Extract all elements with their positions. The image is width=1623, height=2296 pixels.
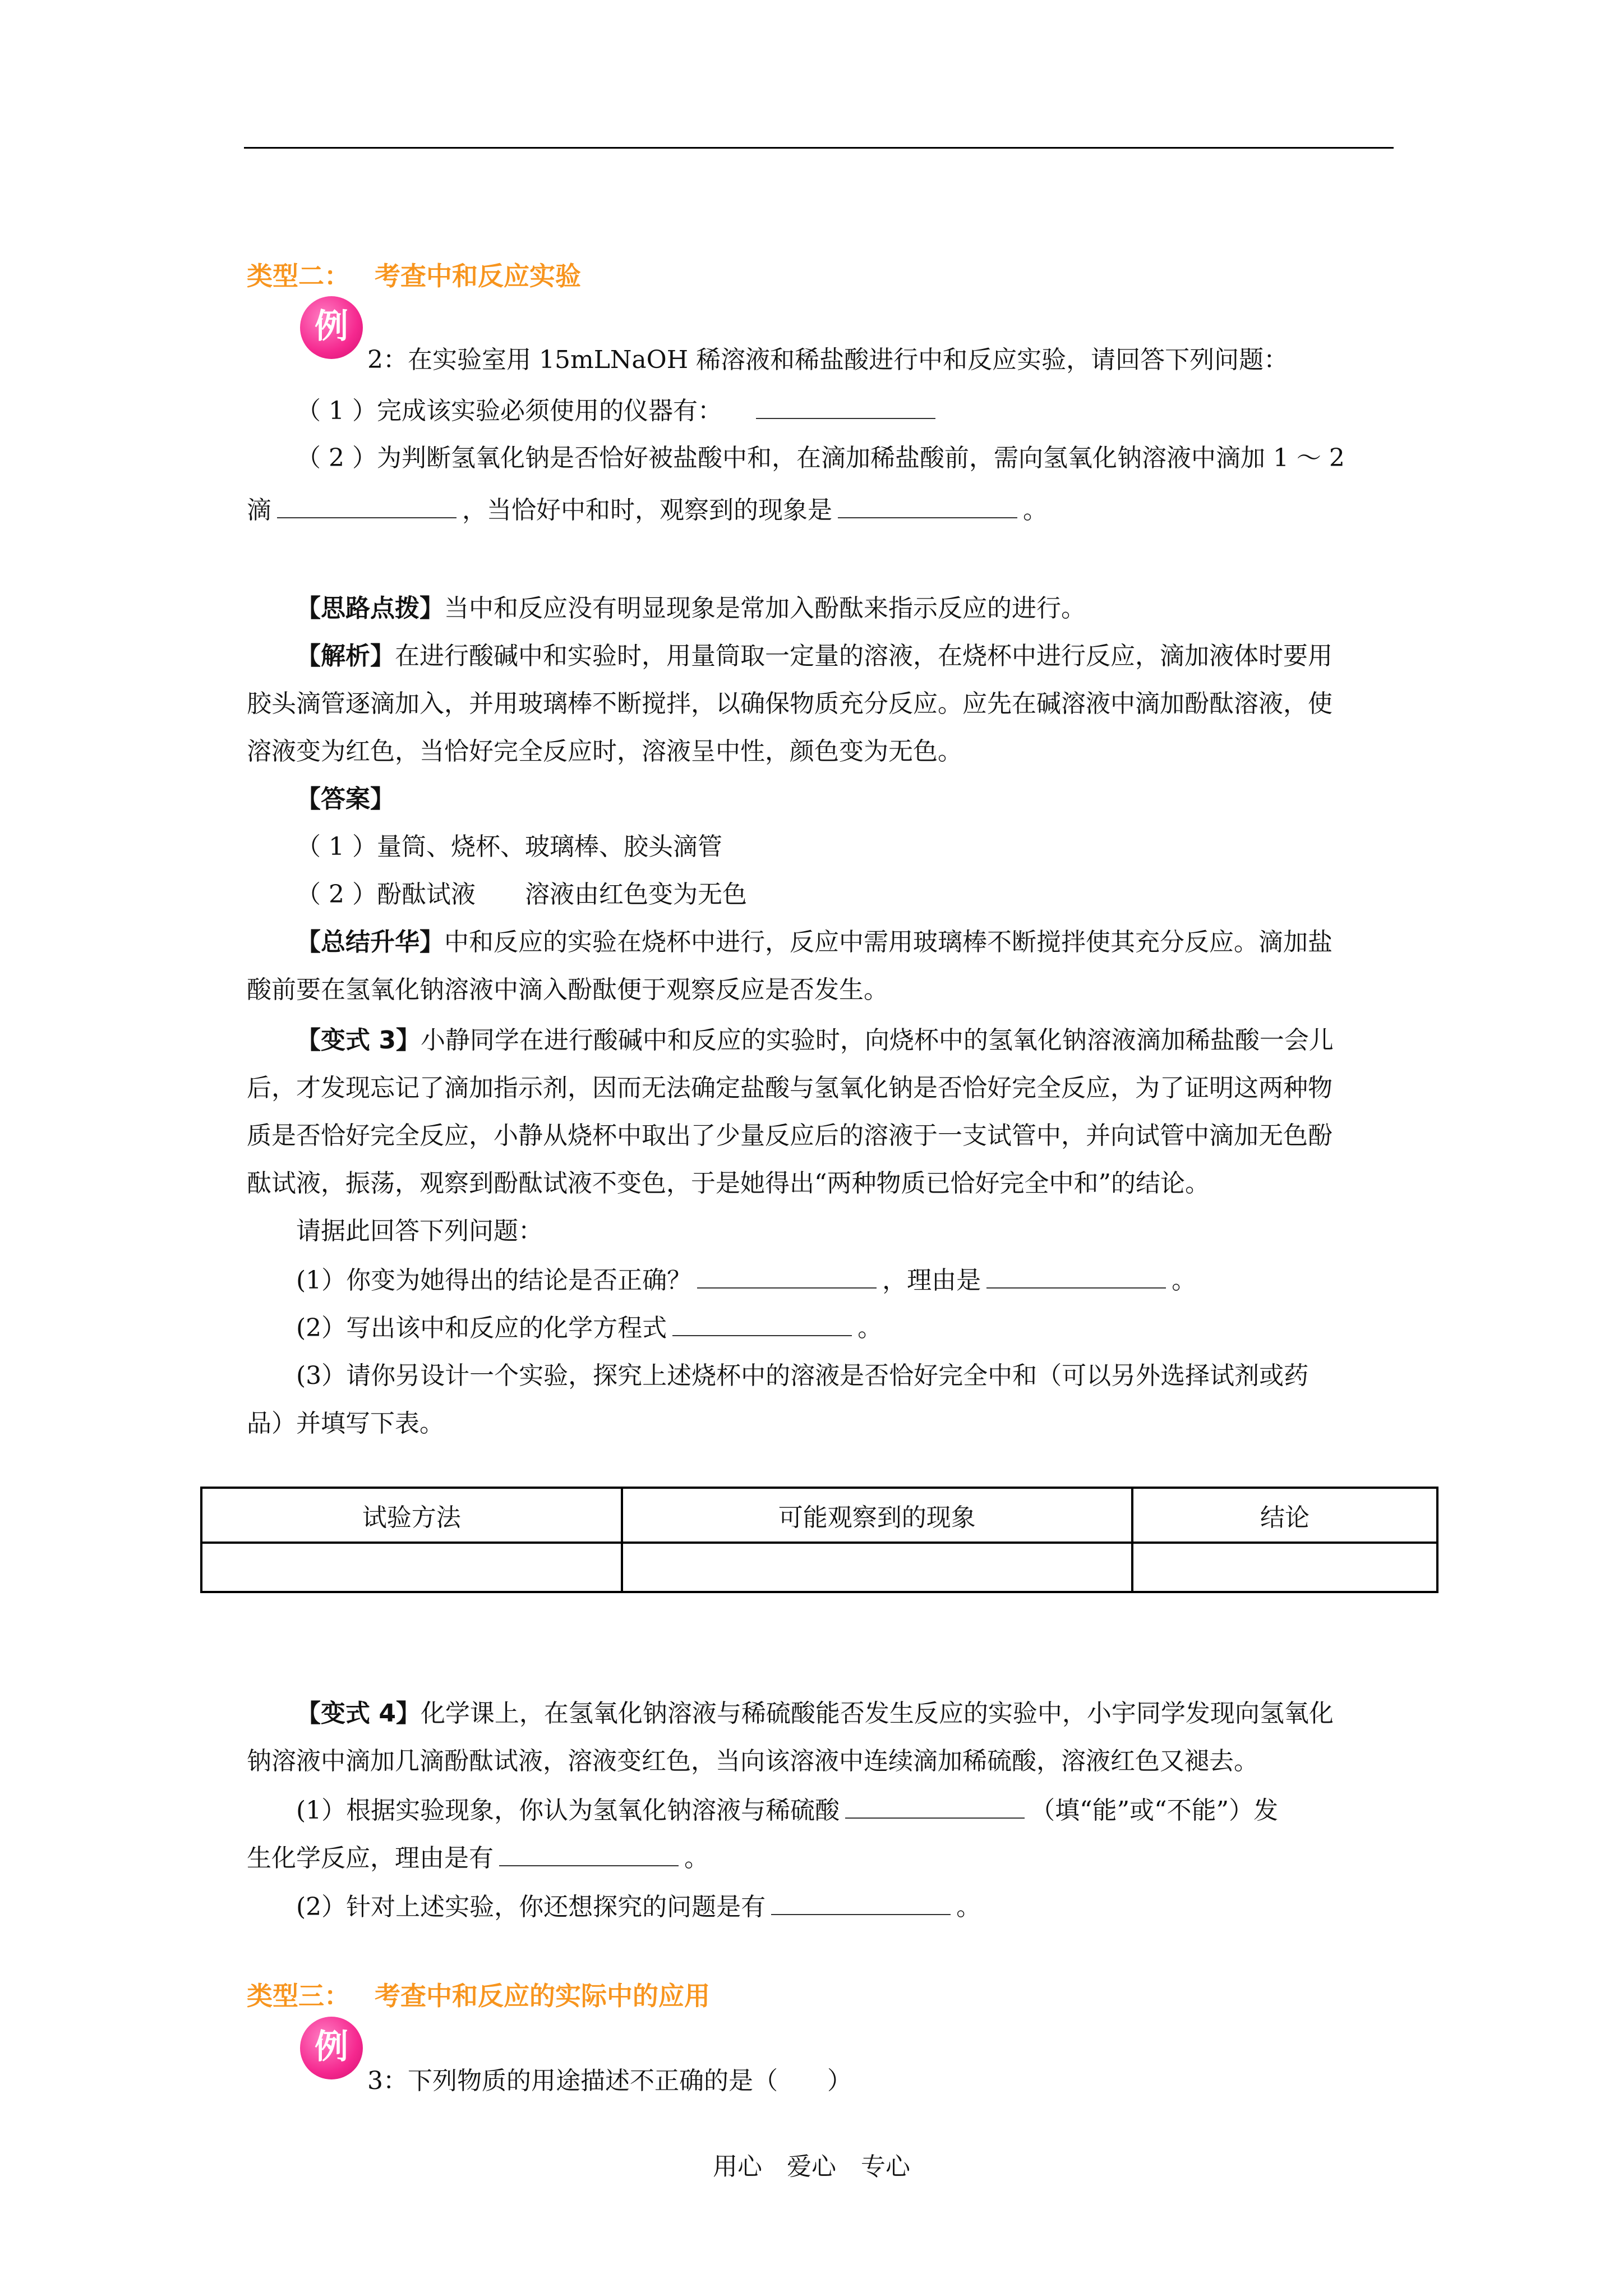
variant3-q1: (1）你变为她得出的结论是否正确？ ，理由是 。	[296, 1266, 1197, 1295]
section-heading-type2	[247, 259, 581, 293]
variant4-line2: 钠溶液中滴加几滴酚酞试液，溶液变红色，当向该溶液中连续滴加稀硫酸，溶液红色又褪去。	[247, 1747, 1258, 1775]
table-cell-conclusion[interactable]	[1132, 1543, 1437, 1592]
answer-label: 【答案】	[296, 785, 395, 813]
summary-line1: 【总结升华】中和反应的实验在烧杯中进行，反应中需用玻璃棒不断搅拌使其充分反应。滴加盐	[296, 928, 1332, 956]
variant3-q3-line2: 品）并填写下表。	[247, 1409, 444, 1438]
hint-paragraph: 【思路点拨】当中和反应没有明显现象是常加入酚酞来指示反应的进行。	[296, 594, 1086, 623]
example2-q2-line2: 滴 ，当恰好中和时，观察到的现象是 。	[247, 496, 1048, 524]
example2-q1: （ 1 ）完成该实验必须使用的仪器有：	[296, 394, 941, 428]
variant3-q2: (2）写出该中和反应的化学方程式 。	[296, 1314, 883, 1342]
table-header-row	[201, 1488, 1437, 1543]
summary-line2: 酸前要在氢氧化钠溶液中滴入酚酞便于观察反应是否发生。	[247, 976, 888, 1004]
answer-2: （ 2 ）酚酞试液 溶液由红色变为无色	[296, 880, 747, 909]
example3-question: 3：下列物质的用途描述不正确的是（ ）	[367, 2067, 852, 2095]
heading-label: 类型二：	[247, 261, 350, 291]
answer-blank[interactable]	[672, 1315, 852, 1336]
example-badge-icon: 例	[300, 296, 363, 359]
variant3-prompt: 请据此回答下列问题：	[296, 1217, 543, 1245]
variant3-line4: 酞试液，振荡，观察到酚酞试液不变色，于是她得出“两种物质已恰好完全中和”的结论。	[247, 1169, 1210, 1198]
answer-blank[interactable]	[845, 1797, 1025, 1819]
example-badge-icon: 例	[300, 2017, 363, 2079]
section-heading-type3	[247, 1979, 710, 2013]
variant4-q1-line1: (1）根据实验现象，你认为氢氧化钠溶液与稀硫酸 （填“能”或“不能”）发	[296, 1796, 1279, 1825]
variant3-line1: 【变式 3】小静同学在进行酸碱中和反应的实验时，向烧杯中的氢氧化钠溶液滴加稀盐酸一会儿	[296, 1026, 1334, 1055]
answer-blank[interactable]	[277, 497, 457, 518]
analysis-line1: 【解析】在进行酸碱中和实验时，用量筒取一定量的溶液，在烧杯中进行反应，滴加液体时要用	[296, 642, 1332, 670]
example2-q2-line1: （ 2 ）为判断氢氧化钠是否恰好被盐酸中和，在滴加稀盐酸前，需向氢氧化钠溶液中滴加 1 ～ 2	[296, 444, 1345, 472]
table-row	[201, 1543, 1437, 1592]
answer-blank[interactable]	[697, 1267, 877, 1289]
variant4-q2: (2）针对上述实验，你还想探究的问题是有 。	[296, 1893, 981, 1921]
table-header-method: 试验方法	[201, 1488, 622, 1543]
analysis-line2: 胶头滴管逐滴加入，并用玻璃棒不断搅拌，以确保物质充分反应。应先在碱溶液中滴加酚酞溶液，使	[247, 689, 1332, 718]
answer-blank[interactable]	[986, 1267, 1166, 1289]
example2-question: 2：在实验室用 15mLNaOH 稀溶液和稀盐酸进行中和反应实验，请回答下列问题：	[367, 346, 1289, 374]
variant3-line3: 质是否恰好完全反应，小静从烧杯中取出了少量反应后的溶液于一支试管中，并向试管中滴加无色酚	[247, 1121, 1332, 1150]
variant3-line2: 后，才发现忘记了滴加指示剂，因而无法确定盐酸与氢氧化钠是否恰好完全反应，为了证明这两种物	[247, 1074, 1332, 1102]
table-header-conclusion: 结论	[1132, 1488, 1437, 1543]
table-cell-method[interactable]	[201, 1543, 622, 1592]
heading-title: 考查中和反应实验	[375, 261, 581, 291]
answer-blank[interactable]	[771, 1894, 951, 1915]
analysis-line3: 溶液变为红色，当恰好完全反应时，溶液呈中性，颜色变为无色。	[247, 737, 962, 766]
variant4-q1-line2: 生化学反应，理由是有 。	[247, 1844, 709, 1872]
answer-blank[interactable]	[838, 497, 1017, 518]
header-rule	[244, 147, 1394, 149]
answer-1: （ 1 ）量筒、烧杯、玻璃棒、胶头滴管	[296, 832, 722, 861]
page-footer: 用心 爱心 专心	[713, 2152, 910, 2181]
table-cell-phenomenon[interactable]	[622, 1543, 1132, 1592]
experiment-table	[200, 1487, 1438, 1593]
variant4-line1: 【变式 4】化学课上，在氢氧化钠溶液与稀硫酸能否发生反应的实验中，小宇同学发现向氢氧化	[296, 1699, 1334, 1728]
answer-blank[interactable]	[756, 398, 935, 419]
heading-label: 类型三：	[247, 1981, 350, 2011]
variant3-q3-line1: (3）请你另设计一个实验，探究上述烧杯中的溶液是否恰好完全中和（可以另外选择试剂或药	[296, 1361, 1309, 1390]
table-header-phenomenon: 可能观察到的现象	[622, 1488, 1132, 1543]
heading-title: 考查中和反应的实际中的应用	[375, 1981, 710, 2011]
answer-blank[interactable]	[499, 1845, 679, 1866]
